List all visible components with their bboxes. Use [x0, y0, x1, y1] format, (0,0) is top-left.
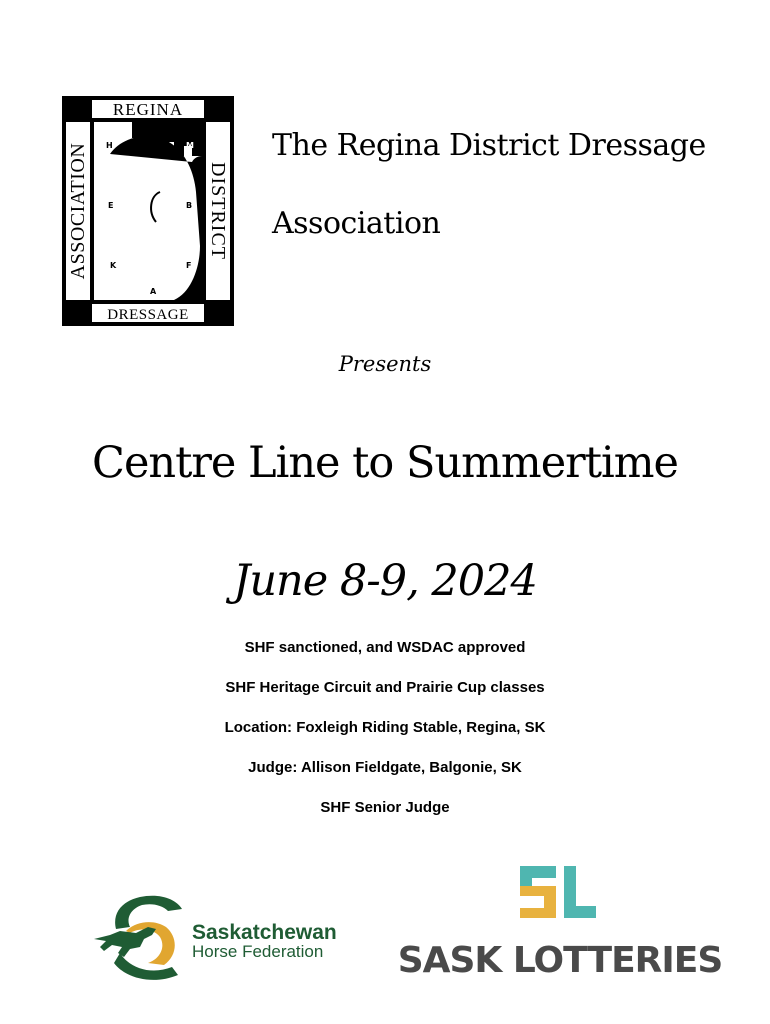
sask-lotteries-name: SASK LOTTERIES	[397, 940, 723, 981]
detail-location: Location: Foxleigh Riding Stable, Regina, SK	[224, 719, 546, 736]
arena-letter: C	[150, 123, 156, 132]
arena-letter: H	[106, 141, 113, 150]
arena-letter: M	[186, 141, 194, 150]
detail-judge: Judge: Allison Fieldgate, Balgonie, SK	[248, 759, 522, 776]
shf-logo	[90, 893, 365, 983]
logo-left-word: ASSOCIATION	[67, 142, 89, 280]
arena-letter: K	[110, 261, 117, 270]
event-date: June 8-9, 2024	[233, 556, 537, 606]
org-name-line1: The Regina District Dressage	[272, 128, 706, 163]
logo-bottom-word: DRESSAGE	[107, 307, 189, 323]
detail-judge-level: SHF Senior Judge	[320, 799, 450, 816]
logo-top-word: REGINA	[112, 100, 184, 119]
presents-text: Presents	[338, 352, 432, 376]
rdda-logo	[62, 96, 234, 326]
arena-letter: A	[150, 287, 157, 296]
arena-letter: E	[108, 201, 114, 210]
event-title: Centre Line to Summertime	[92, 438, 678, 488]
running-horse-icon	[94, 927, 156, 957]
event-details	[0, 636, 770, 836]
shf-name-line1: Saskatchewan	[192, 921, 337, 944]
arena-letter: F	[186, 261, 192, 270]
sask-lotteries-logo	[397, 862, 723, 981]
logo-right-word: DISTRICT	[207, 162, 229, 260]
arena-letter: B	[186, 201, 193, 210]
org-name-line2: Association	[272, 206, 441, 241]
detail-sanction: SHF sanctioned, and WSDAC approved	[244, 639, 526, 656]
shf-name-line2: Horse Federation	[192, 942, 324, 961]
detail-classes: SHF Heritage Circuit and Prairie Cup classes	[225, 679, 545, 696]
